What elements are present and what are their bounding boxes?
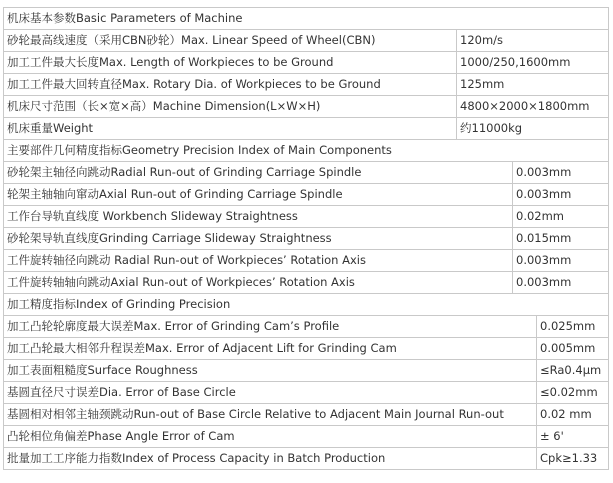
section-title: 机床基本参数Basic Parameters of Machine bbox=[4, 8, 609, 30]
section-title: 加工精度指标Index of Grinding Precision bbox=[4, 294, 609, 316]
section-header-grinding bbox=[4, 294, 609, 316]
row-label: 加工工件最大回转直径Max. Rotary Dia. of Workpieces to be Ground bbox=[4, 74, 457, 96]
row-label: 工作台导轨直线度 Workbench Slideway Straightness bbox=[4, 206, 513, 228]
row-label: 工件旋转轴轴向跳动Axial Run-out of Workpieces’ Rotation Axis bbox=[4, 272, 513, 294]
row-value: 1000/250,1600mm bbox=[457, 52, 609, 74]
row-label: 砂轮架导轨直线度Grinding Carriage Slideway Straightness bbox=[4, 228, 513, 250]
table-row bbox=[4, 30, 609, 52]
row-value: 120m/s bbox=[457, 30, 609, 52]
table-row bbox=[4, 360, 609, 382]
row-value: ≤Ra0.4μm bbox=[537, 360, 609, 382]
table-row bbox=[4, 272, 609, 294]
row-label: 加工工件最大长度Max. Length of Workpieces to be Ground bbox=[4, 52, 457, 74]
row-value: 0.003mm bbox=[513, 162, 609, 184]
row-label: 基圆相对相邻主轴颈跳动Run-out of Base Circle Relative to Adjacent Main Journal Run-out bbox=[4, 404, 537, 426]
row-label: 基圆直径尺寸误差Dia. Error of Base Circle bbox=[4, 382, 537, 404]
table-row bbox=[4, 74, 609, 96]
row-label: 砂轮最高线速度（采用CBN砂轮）Max. Linear Speed of Wheel(CBN) bbox=[4, 30, 457, 52]
table-row bbox=[4, 338, 609, 360]
table-row bbox=[4, 118, 609, 140]
row-value: 4800×2000×1800mm bbox=[457, 96, 609, 118]
row-label: 轮架主轴轴向窜动Axial Run-out of Grinding Carriage Spindle bbox=[4, 184, 513, 206]
row-value: 0.005mm bbox=[537, 338, 609, 360]
row-value: 0.003mm bbox=[513, 184, 609, 206]
section-header-geometry bbox=[4, 140, 609, 162]
row-value: 0.003mm bbox=[513, 250, 609, 272]
table-row bbox=[4, 382, 609, 404]
row-value: 0.025mm bbox=[537, 316, 609, 338]
table-row bbox=[4, 250, 609, 272]
row-label: 加工凸轮轮廓度最大误差Max. Error of Grinding Cam’s Profile bbox=[4, 316, 537, 338]
row-label: 批量加工工序能力指数Index of Process Capacity in Batch Production bbox=[4, 448, 537, 470]
table-row bbox=[4, 448, 609, 470]
table-row bbox=[4, 404, 609, 426]
table-row bbox=[4, 96, 609, 118]
row-value: 0.02 mm bbox=[537, 404, 609, 426]
table-row bbox=[4, 228, 609, 250]
table-row bbox=[4, 206, 609, 228]
row-value: 约11000kg bbox=[457, 118, 609, 140]
row-label: 加工表面粗糙度Surface Roughness bbox=[4, 360, 537, 382]
table-row bbox=[4, 162, 609, 184]
row-label: 砂轮架主轴径向跳动Radial Run-out of Grinding Carriage Spindle bbox=[4, 162, 513, 184]
row-value: 125mm bbox=[457, 74, 609, 96]
section-header-basic bbox=[4, 8, 609, 30]
row-label: 机床尺寸范围（长×宽×高）Machine Dimension(L×W×H) bbox=[4, 96, 457, 118]
table-row bbox=[4, 52, 609, 74]
row-label: 工件旋转轴径向跳动 Radial Run-out of Workpieces’ Rotation Axis bbox=[4, 250, 513, 272]
table-row bbox=[4, 184, 609, 206]
row-label: 机床重量Weight bbox=[4, 118, 457, 140]
row-value: 0.003mm bbox=[513, 272, 609, 294]
row-value: ≤0.02mm bbox=[537, 382, 609, 404]
specification-table bbox=[3, 7, 609, 470]
table-row bbox=[4, 316, 609, 338]
row-label: 凸轮相位角偏差Phase Angle Error of Cam bbox=[4, 426, 537, 448]
row-value: 0.02mm bbox=[513, 206, 609, 228]
row-value: Cpk≥1.33 bbox=[537, 448, 609, 470]
table-row bbox=[4, 426, 609, 448]
row-value: 0.015mm bbox=[513, 228, 609, 250]
section-title: 主要部件几何精度指标Geometry Precision Index of Main Components bbox=[4, 140, 609, 162]
row-label: 加工凸轮最大相邻升程误差Max. Error of Adjacent Lift for Grinding Cam bbox=[4, 338, 537, 360]
row-value: ± 6' bbox=[537, 426, 609, 448]
